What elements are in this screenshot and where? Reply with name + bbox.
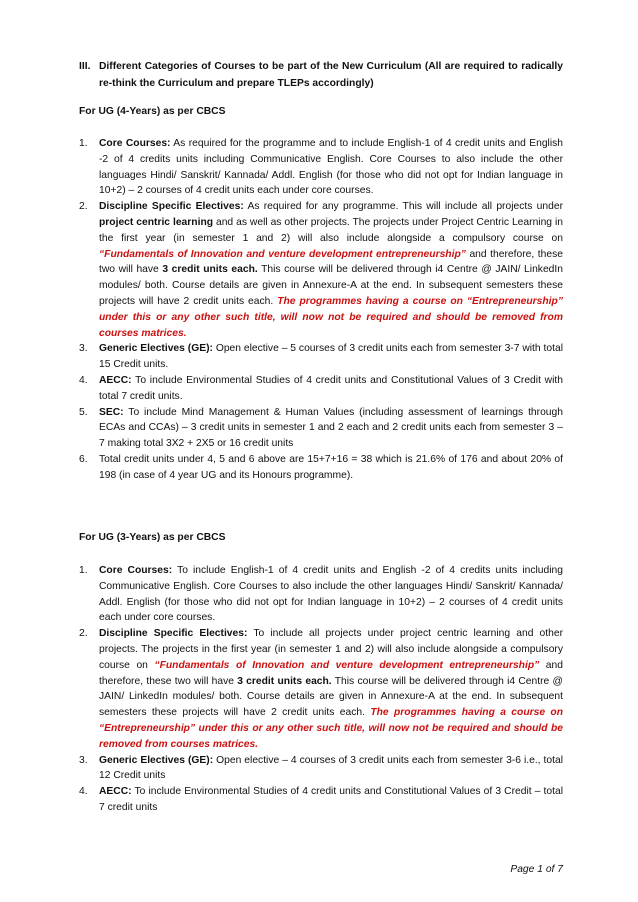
list-item	[79, 626, 563, 752]
item-number: 3.	[79, 343, 88, 355]
highlighted-course-title: “Fundamentals of Innovation and venture development entrepreneurship”	[154, 659, 540, 671]
list-item	[79, 341, 563, 373]
list-item	[79, 373, 563, 405]
item-label: Core Courses:	[99, 138, 171, 149]
item-number: 2.	[79, 628, 88, 640]
list-item	[79, 199, 563, 341]
item-number: 3.	[79, 754, 88, 766]
item-text: To include Mind Management & Human Values (including assessment of learnings through ECAs and CCAs) – 3 credit units in semester 1 and 2 each and 2 credit units each from semester 3 – 7 making total 3X2 + 2X5 or 16 credit units	[99, 406, 563, 450]
item-number: 5.	[79, 406, 88, 418]
item-number: 2.	[79, 201, 88, 213]
item-text: To include Environmental Studies of 4 credit units and Constitutional Values of 3 Credit – total 7 credit units	[99, 786, 563, 813]
item-bold-text: 3 credit units each.	[237, 675, 332, 687]
item-text: Open elective – 4 courses of 3 credit units each from semester 3-6 i.e., total 12 Credit units	[99, 754, 563, 782]
course-list-3yr	[79, 563, 563, 816]
highlighted-notice: The programmes having a course on “Entrepreneurship” under this or any other such title, will now not be required and should be removed from courses matrices.	[99, 295, 563, 339]
subsection-title-3yr: For UG (3-Years) as per CBCS	[79, 532, 226, 543]
item-label: Generic Electives (GE):	[99, 754, 214, 766]
item-text: To include English-1 of 4 credit units and English -2 of 4 credits units including Communicative English. Core Courses to also include the other languages Hindi/ Sanskrit/ Kannada/ Addl. English (for those who did not opt for Indian language in 10+2) – 2 courses of 4 credit units each under core courses.	[99, 565, 563, 624]
heading-number: III.	[79, 61, 91, 72]
heading-text: Different Categories of Courses to be part of the New Curriculum (All are required to radically re-think the Curriculum and prepare TLEPs accordingly)	[99, 61, 563, 89]
list-item	[79, 452, 563, 484]
item-text: and therefore, these two will have	[99, 659, 563, 687]
item-number: 4.	[79, 786, 88, 798]
page-number: Page 1 of 7	[510, 864, 563, 875]
list-item	[79, 405, 563, 452]
item-bold-text: 3 credit units each.	[162, 264, 258, 276]
item-text: Total credit units under 4, 5 and 6 above are 15+7+16 = 38 which is 21.6% of 176 and about 20% of 198 (in case of 4 year UG and its Honours programme).	[99, 453, 563, 481]
item-label: AECC:	[99, 374, 132, 386]
item-text: and therefore, these two will have	[99, 248, 563, 276]
section-heading	[79, 58, 563, 92]
item-text: Open elective – 5 courses of 3 credit units each from semester 3-7 with total 15 Credit units.	[99, 343, 563, 371]
item-label: AECC:	[99, 786, 132, 798]
item-text: This course will be delivered through i4 Centre @ JAIN/ LinkedIn modules/ both. Course details are given in Annexure-A at the end. In subsequent semesters these projects will have 2 credit units each.	[99, 264, 563, 307]
item-text: To include all projects under project centric learning and other projects. The projects in the first year (in semester 1 and 2) will also include alongside a compulsory course on	[99, 628, 563, 671]
highlighted-notice: The programmes having a course on “Entrepreneurship” under this or any other such title, will now not be required and should be removed from courses matrices.	[99, 707, 563, 750]
item-text: This course will be delivered through i4 Centre @ JAIN/ LinkedIn modules/ both. Course details are given in Annexure-A at the end. In subsequent semesters these projects will have 2 credit units each.	[99, 675, 563, 719]
item-bold-text: project centric learning	[99, 216, 214, 228]
item-text: As required for the programme and to include English-1 of 4 credit units and English -2 of 4 credits units including Communicative English. Core Courses to also include the other languages Hindi/ Sanskrit/ Kannada/ Addl. English (for those who did not opt for Indian language in 10+2) – 2 courses of 4 credit units each under core courses.	[99, 138, 564, 197]
item-label: Generic Electives (GE):	[99, 343, 213, 355]
item-number: 6.	[79, 453, 88, 465]
subsection-title-4yr: For UG (4-Years) as per CBCS	[79, 106, 226, 117]
item-label: SEC:	[99, 406, 124, 418]
item-label: Discipline Specific Electives:	[99, 628, 248, 640]
list-item	[79, 753, 563, 785]
list-item	[79, 136, 563, 199]
item-number: 1.	[79, 565, 88, 576]
list-item	[79, 563, 563, 626]
item-label: Discipline Specific Electives:	[99, 201, 244, 213]
item-number: 4.	[79, 374, 88, 386]
item-number: 1.	[79, 138, 88, 149]
highlighted-course-title: “Fundamentals of Innovation and venture development entrepreneurship”	[99, 248, 466, 260]
item-text: and as well as other projects. The projects under Project Centric Learning in the first year (in semester 1 and 2) will also include alongside a compulsory course on	[99, 216, 563, 244]
course-list-4yr	[79, 136, 563, 484]
item-text: To include Environmental Studies of 4 credit units and Constitutional Values of 3 Credit with total 7 credit units.	[99, 374, 563, 402]
item-label: Core Courses:	[99, 565, 173, 576]
item-text: As required for any programme. This will include all projects under	[243, 201, 563, 213]
list-item	[79, 784, 563, 816]
